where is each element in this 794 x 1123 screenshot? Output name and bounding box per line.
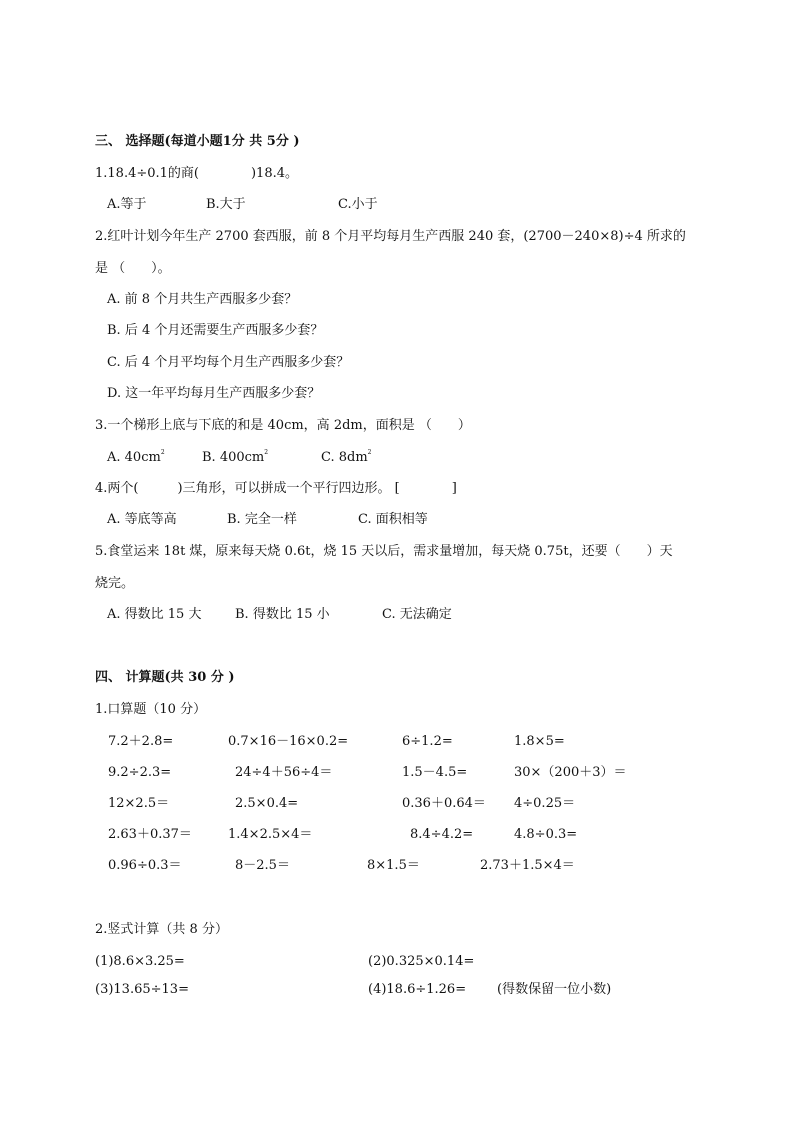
oral-item: 1.4×2.5×4＝ [228,827,313,842]
q3-option-a-exponent: 2 [160,449,165,456]
q5-option-c: C. 无法确定 [382,607,452,622]
oral-item: 12×2.5＝ [108,796,170,811]
oral-item: 1.8×5= [514,734,565,749]
q1-option-c: C.小于 [338,197,378,212]
q3-option-b-exponent: 2 [264,449,269,456]
q4-option-c: C. 面积相等 [358,512,428,527]
q4-option-b: B. 完全一样 [227,512,297,527]
vertical-item-4: (4)18.6÷1.26= [368,982,467,997]
q3-stem: 3.一个梯形上底与下底的和是 40cm，高 2dm，面积是 （ ） [95,418,471,433]
section-3-title: 三、 选择题(每道小题1分 共 5分 ) [95,134,300,149]
q3-option-c-exponent: 2 [367,449,372,456]
q5-stem-line2: 烧完。 [95,576,135,591]
oral-item: 2.73＋1.5×4＝ [480,858,575,873]
q3-option-a-text: A. 40cm [107,450,161,465]
q4-option-a: A. 等底等高 [107,512,177,527]
oral-item: 0.36＋0.64＝ [402,796,486,811]
oral-item: 4.8÷0.3= [514,827,578,842]
q1-option-a: A.等于 [107,197,147,212]
oral-item: 8×1.5＝ [367,858,420,873]
oral-item: 0.96÷0.3＝ [108,858,182,873]
oral-item: 24÷4＋56÷4＝ [235,765,333,780]
q1-option-b: B.大于 [206,197,246,212]
q3-option-c [321,450,372,466]
q1-stem: 1.18.4÷0.1的商( )18.4。 [95,166,299,181]
q3-option-b-text: B. 400cm [202,450,265,465]
q5-option-b: B. 得数比 15 小 [235,607,330,622]
oral-item: 1.5－4.5= [402,765,468,780]
vertical-calc-title: 2.竖式计算（共 8 分） [95,922,228,937]
oral-item: 8－2.5＝ [235,858,290,873]
q2-option-c: C. 后 4 个月平均每个月生产西服多少套？ [107,355,350,370]
section-4-title: 四、 计算题(共 30 分 ) [95,670,235,685]
q3-option-c-text: C. 8dm [321,450,368,465]
oral-item: 9.2÷2.3= [108,765,172,780]
q2-option-b: B. 后 4 个月还需要生产西服多少套？ [107,323,324,338]
q2-option-a: A. 前 8 个月共生产西服多少套？ [107,292,298,307]
q4-stem: 4.两个( )三角形，可以拼成一个平行四边形。 [ ] [95,481,457,496]
q3-option-a [107,450,165,466]
oral-item: 30×（200＋3）＝ [514,765,627,780]
vertical-item-1: (1)8.6×3.25= [95,954,185,969]
oral-item: 7.2＋2.8= [108,734,174,749]
oral-item: 8.4÷4.2= [410,827,474,842]
vertical-item-2: (2)0.325×0.14= [368,954,475,969]
q2-option-d: D. 这一年平均每月生产西服多少套？ [107,386,321,401]
q5-option-a: A. 得数比 15 大 [107,607,202,622]
oral-item: 2.63＋0.37＝ [108,827,192,842]
oral-item: 2.5×0.4= [235,796,299,811]
vertical-item-4-note: (得数保留一位小数) [497,982,612,997]
oral-item: 0.7×16－16×0.2= [228,734,349,749]
vertical-item-3: (3)13.65÷13= [95,982,189,997]
q2-stem-line2: 是 （ ）。 [95,261,171,276]
oral-item: 6÷1.2= [402,734,453,749]
oral-calc-title: 1.口算题（10 分） [95,702,207,717]
oral-item: 4÷0.25＝ [514,796,576,811]
q3-option-b [202,450,268,466]
q2-stem-line1: 2.红叶计划今年生产 2700 套西服，前 8 个月平均每月生产西服 240 套，(2700－240×8)÷4 所求的 [95,229,686,244]
q5-stem-line1: 5.食堂运来 18t 煤，原来每天烧 0.6t，烧 15 天以后，需求量增加，每天烧 0.75t，还要（ ）天 [95,544,673,559]
